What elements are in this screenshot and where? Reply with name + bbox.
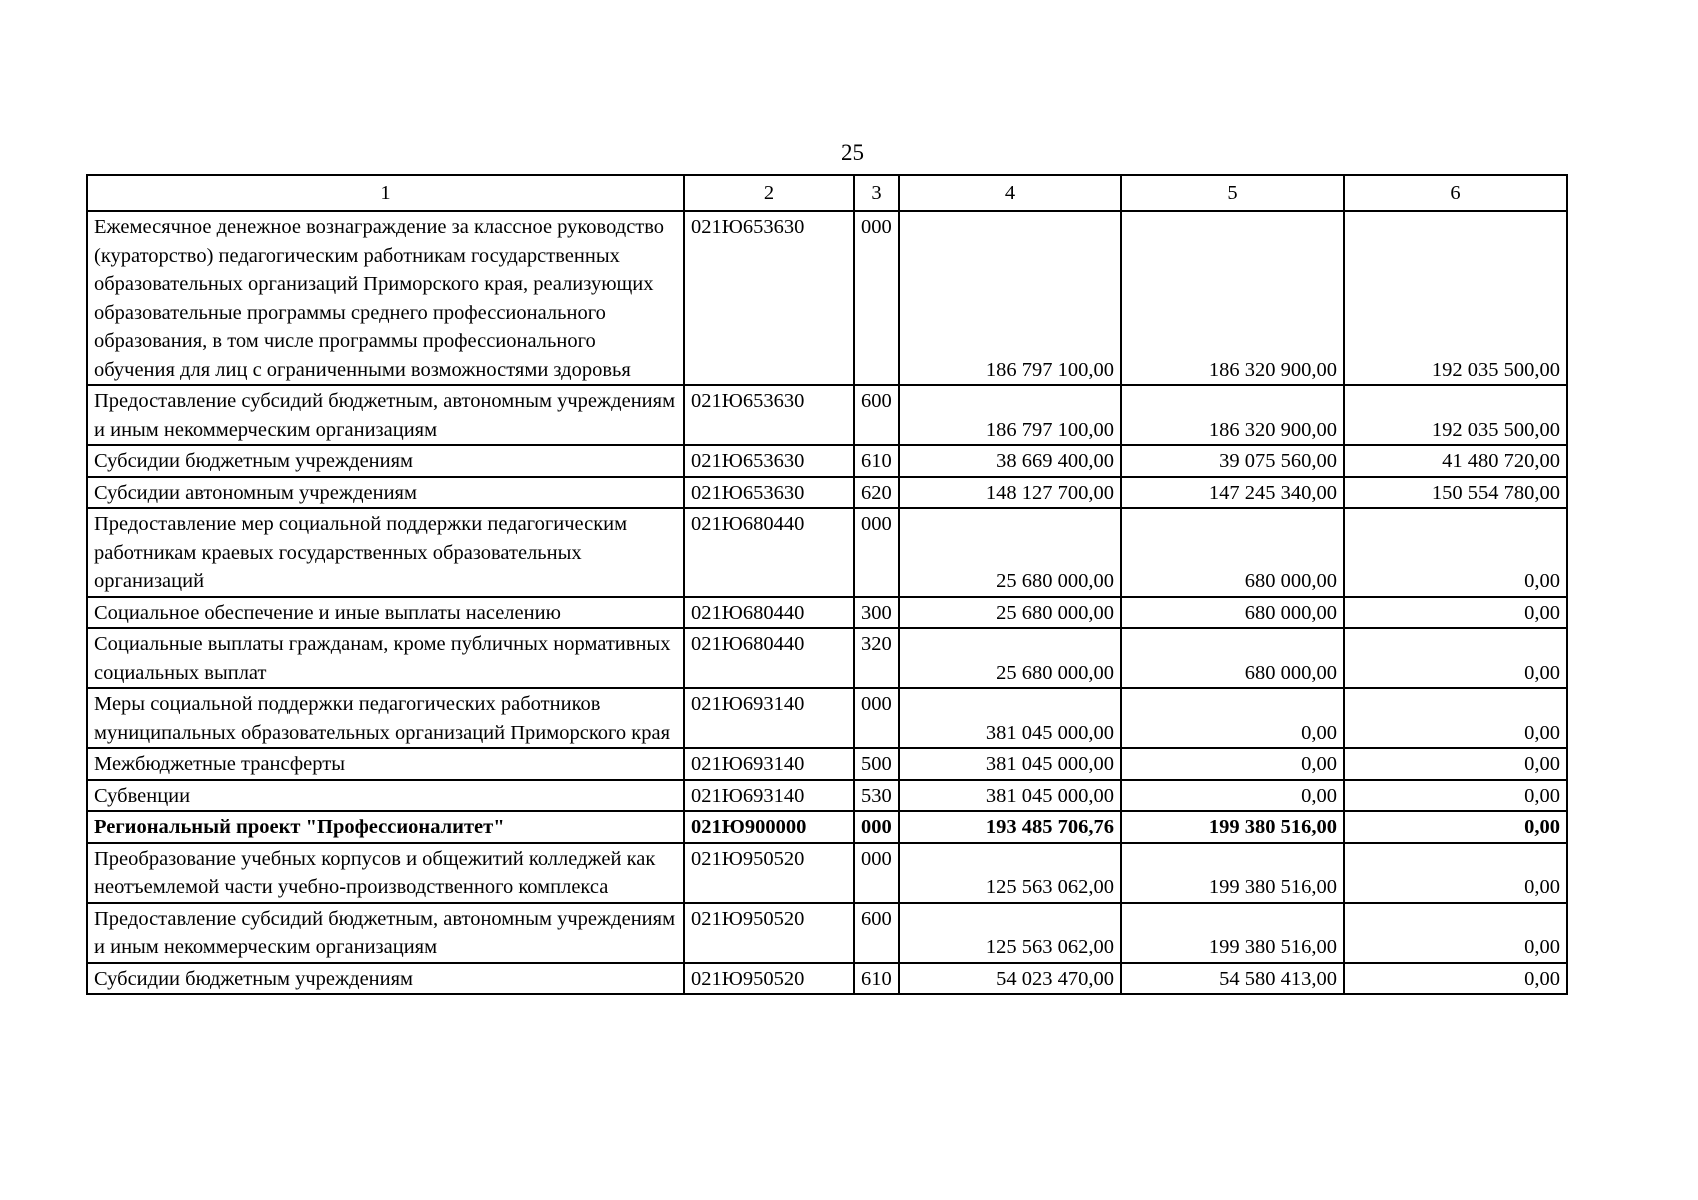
- row-name: Субвенции: [87, 780, 684, 812]
- amount-col-6: 0,00: [1344, 780, 1567, 812]
- amount-col-4: 186 797 100,00: [899, 385, 1121, 445]
- target-article-code: 021Ю680440: [684, 508, 854, 597]
- amount-col-6: 0,00: [1344, 508, 1567, 597]
- column-header-3: 3: [854, 175, 899, 211]
- expense-type-code: 500: [854, 748, 899, 780]
- column-header-2: 2: [684, 175, 854, 211]
- row-name: Преобразование учебных корпусов и общежитий колледжей как неотъемлемой части учебно-производственного комплекса: [87, 843, 684, 903]
- amount-col-5: 0,00: [1121, 780, 1344, 812]
- table-row: [87, 385, 1567, 445]
- column-header-6: 6: [1344, 175, 1567, 211]
- column-number-row: [87, 175, 1567, 211]
- expense-type-code: 000: [854, 843, 899, 903]
- amount-col-5: 0,00: [1121, 748, 1344, 780]
- amount-col-6: 192 035 500,00: [1344, 385, 1567, 445]
- target-article-code: 021Ю693140: [684, 780, 854, 812]
- amount-col-4: 381 045 000,00: [899, 748, 1121, 780]
- amount-col-6: 0,00: [1344, 748, 1567, 780]
- amount-col-5: 199 380 516,00: [1121, 811, 1344, 843]
- expense-type-code: 000: [854, 211, 899, 385]
- target-article-code: 021Ю950520: [684, 963, 854, 995]
- expense-type-code: 600: [854, 903, 899, 963]
- amount-col-5: 680 000,00: [1121, 628, 1344, 688]
- row-name: Предоставление субсидий бюджетным, автономным учреждениям и иным некоммерческим организациям: [87, 903, 684, 963]
- row-name: Региональный проект "Профессионалитет": [87, 811, 684, 843]
- table-row: [87, 688, 1567, 748]
- target-article-code: 021Ю653630: [684, 385, 854, 445]
- table-row: [87, 211, 1567, 385]
- row-name: Ежемесячное денежное вознаграждение за классное руководство (кураторство) педагогическим работникам государственных образовательных организаций Приморского края, реализующих образовательные программы среднего профессионального образования, в том числе программы профессионального обучения для лиц с ограниченными возможностями здоровья: [87, 211, 684, 385]
- target-article-code: 021Ю680440: [684, 628, 854, 688]
- amount-col-6: 0,00: [1344, 811, 1567, 843]
- amount-col-4: 125 563 062,00: [899, 843, 1121, 903]
- target-article-code: 021Ю653630: [684, 477, 854, 509]
- target-article-code: 021Ю680440: [684, 597, 854, 629]
- amount-col-4: 381 045 000,00: [899, 688, 1121, 748]
- expense-type-code: 000: [854, 688, 899, 748]
- amount-col-5: 0,00: [1121, 688, 1344, 748]
- amount-col-4: 186 797 100,00: [899, 211, 1121, 385]
- expense-type-code: 610: [854, 963, 899, 995]
- row-name: Социальные выплаты гражданам, кроме публичных нормативных социальных выплат: [87, 628, 684, 688]
- row-name: Субсидии автономным учреждениям: [87, 477, 684, 509]
- expense-type-code: 610: [854, 445, 899, 477]
- row-name: Субсидии бюджетным учреждениям: [87, 445, 684, 477]
- target-article-code: 021Ю900000: [684, 811, 854, 843]
- amount-col-4: 148 127 700,00: [899, 477, 1121, 509]
- target-article-code: 021Ю653630: [684, 445, 854, 477]
- table-row: [87, 811, 1567, 843]
- amount-col-5: 186 320 900,00: [1121, 211, 1344, 385]
- amount-col-6: 41 480 720,00: [1344, 445, 1567, 477]
- row-name: Меры социальной поддержки педагогических работников муниципальных образовательных организаций Приморского края: [87, 688, 684, 748]
- amount-col-5: 39 075 560,00: [1121, 445, 1344, 477]
- amount-col-6: 0,00: [1344, 903, 1567, 963]
- amount-col-4: 25 680 000,00: [899, 628, 1121, 688]
- target-article-code: 021Ю950520: [684, 903, 854, 963]
- table-row: [87, 903, 1567, 963]
- amount-col-5: 680 000,00: [1121, 597, 1344, 629]
- amount-col-4: 25 680 000,00: [899, 508, 1121, 597]
- table-row: [87, 597, 1567, 629]
- amount-col-5: 186 320 900,00: [1121, 385, 1344, 445]
- amount-col-6: 0,00: [1344, 963, 1567, 995]
- expense-type-code: 320: [854, 628, 899, 688]
- table-row: [87, 628, 1567, 688]
- table-row: [87, 508, 1567, 597]
- expense-type-code: 530: [854, 780, 899, 812]
- column-header-1: 1: [87, 175, 684, 211]
- amount-col-4: 54 023 470,00: [899, 963, 1121, 995]
- amount-col-4: 38 669 400,00: [899, 445, 1121, 477]
- expense-type-code: 000: [854, 811, 899, 843]
- table-row: [87, 843, 1567, 903]
- row-name: Межбюджетные трансферты: [87, 748, 684, 780]
- target-article-code: 021Ю693140: [684, 688, 854, 748]
- amount-col-6: 192 035 500,00: [1344, 211, 1567, 385]
- row-name: Социальное обеспечение и иные выплаты населению: [87, 597, 684, 629]
- amount-col-4: 193 485 706,76: [899, 811, 1121, 843]
- amount-col-4: 25 680 000,00: [899, 597, 1121, 629]
- amount-col-6: 0,00: [1344, 843, 1567, 903]
- budget-table: [86, 174, 1568, 995]
- table-row: [87, 445, 1567, 477]
- amount-col-4: 125 563 062,00: [899, 903, 1121, 963]
- amount-col-5: 199 380 516,00: [1121, 903, 1344, 963]
- column-header-5: 5: [1121, 175, 1344, 211]
- amount-col-5: 199 380 516,00: [1121, 843, 1344, 903]
- expense-type-code: 000: [854, 508, 899, 597]
- amount-col-6: 150 554 780,00: [1344, 477, 1567, 509]
- expense-type-code: 600: [854, 385, 899, 445]
- amount-col-6: 0,00: [1344, 597, 1567, 629]
- target-article-code: 021Ю653630: [684, 211, 854, 385]
- amount-col-5: 54 580 413,00: [1121, 963, 1344, 995]
- table-row: [87, 963, 1567, 995]
- amount-col-4: 381 045 000,00: [899, 780, 1121, 812]
- row-name: Субсидии бюджетным учреждениям: [87, 963, 684, 995]
- table-row: [87, 477, 1567, 509]
- target-article-code: 021Ю950520: [684, 843, 854, 903]
- table-row: [87, 748, 1567, 780]
- amount-col-5: 680 000,00: [1121, 508, 1344, 597]
- page-number: 25: [841, 140, 864, 165]
- column-header-4: 4: [899, 175, 1121, 211]
- table-row: [87, 780, 1567, 812]
- row-name: Предоставление субсидий бюджетным, автономным учреждениям и иным некоммерческим организациям: [87, 385, 684, 445]
- amount-col-6: 0,00: [1344, 688, 1567, 748]
- target-article-code: 021Ю693140: [684, 748, 854, 780]
- expense-type-code: 620: [854, 477, 899, 509]
- row-name: Предоставление мер социальной поддержки педагогическим работникам краевых государственных образовательных организаций: [87, 508, 684, 597]
- amount-col-6: 0,00: [1344, 628, 1567, 688]
- expense-type-code: 300: [854, 597, 899, 629]
- amount-col-5: 147 245 340,00: [1121, 477, 1344, 509]
